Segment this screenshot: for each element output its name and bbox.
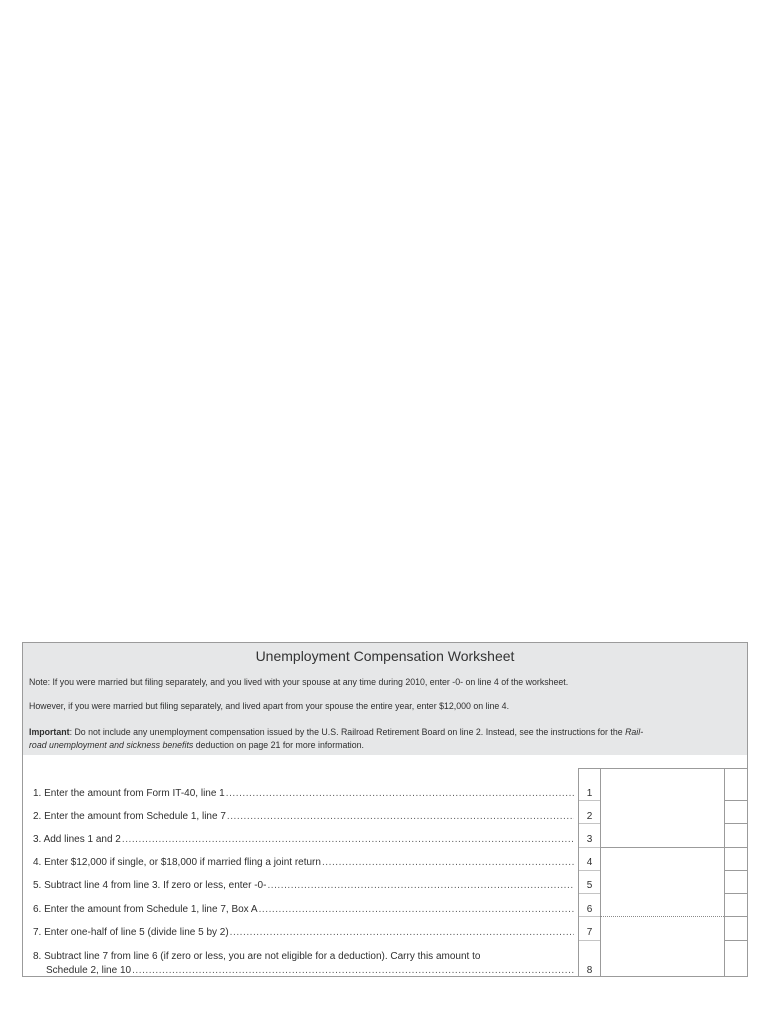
worksheet-line-1 xyxy=(33,787,574,801)
line-number-5: 5 xyxy=(586,880,593,891)
cents-field-line-4 xyxy=(724,870,747,871)
line-number-separator xyxy=(579,940,600,941)
line-2-label: 2. Enter the amount from Schedule 1, line 7 xyxy=(33,811,226,822)
line-number-1: 1 xyxy=(586,788,593,799)
dot-leader xyxy=(267,879,574,893)
important-text-1: : Do not include any unemployment compensation issued by the U.S. Railroad Retirement Board on line 2. Instead, see the instructions for the xyxy=(69,727,626,737)
line-4-label: 4. Enter $12,000 if single, or $18,000 if married fling a joint return xyxy=(33,857,321,868)
cents-field-line-5 xyxy=(724,893,747,894)
worksheet-line-4 xyxy=(33,856,574,870)
important-text-2: deduction on page 21 for more information. xyxy=(193,740,364,750)
worksheet-line-5 xyxy=(33,879,574,893)
amount-field-dotted-rule-line-6 xyxy=(600,916,724,917)
line-number-7: 7 xyxy=(586,927,593,938)
important-italic-2: road unemployment and sickness benefits xyxy=(29,740,194,750)
cents-field-line-1 xyxy=(724,800,747,801)
worksheet-title: Unemployment Compensation Worksheet xyxy=(255,648,515,664)
important-line-2 xyxy=(29,739,743,751)
line-6-label: 6. Enter the amount from Schedule 1, line 7, Box A xyxy=(33,904,258,915)
line-number-8: 8 xyxy=(586,965,593,976)
dot-leader xyxy=(226,787,574,801)
dot-leader xyxy=(230,926,574,940)
line-8-label-continued: Schedule 2, line 10 xyxy=(46,965,132,976)
cents-field-line-2 xyxy=(724,823,747,824)
dot-leader xyxy=(122,833,574,847)
worksheet-header xyxy=(23,643,747,755)
important-line-1 xyxy=(29,726,743,738)
line-number-6: 6 xyxy=(586,904,593,915)
cents-field-line-6 xyxy=(724,916,747,917)
important-italic-1: Rail- xyxy=(625,727,644,737)
line-number-separator xyxy=(579,893,600,894)
line-number-4: 4 xyxy=(586,857,593,868)
worksheet-line-8 xyxy=(33,950,574,964)
worksheet-line-8-continued xyxy=(46,964,574,978)
important-label: Important xyxy=(29,727,70,737)
worksheet-line-3 xyxy=(33,833,574,847)
line-7-label: 7. Enter one-half of line 5 (divide line 5 by 2) xyxy=(33,927,229,938)
dot-leader xyxy=(227,810,574,824)
worksheet-line-7 xyxy=(33,926,574,940)
note-text: Note: If you were married but filing separately, and you lived with your spouse at any time during 2010, enter -0- on line 4 of the worksheet. xyxy=(29,677,569,687)
worksheet-line-2 xyxy=(33,810,574,824)
line-number-3: 3 xyxy=(586,834,593,845)
line-5-label: 5. Subtract line 4 from line 3. If zero or less, enter -0- xyxy=(33,880,267,891)
line-8-label: 8. Subtract line 7 from line 6 (if zero or less, you are not eligible for a deduction). Carry this amount to xyxy=(33,951,481,962)
worksheet-line-6 xyxy=(33,903,574,917)
line-number-2: 2 xyxy=(586,811,593,822)
dot-leader xyxy=(322,856,574,870)
unemployment-compensation-worksheet xyxy=(22,642,748,977)
amount-field-rule-line-3 xyxy=(600,847,747,848)
line-number-separator xyxy=(579,870,600,871)
line-1-label: 1. Enter the amount from Form IT-40, line 1 xyxy=(33,788,225,799)
however-text: However, if you were married but filing separately, and lived apart from your spouse the entire year, enter $12,000 on line 4. xyxy=(29,701,510,711)
dot-leader xyxy=(132,964,574,978)
cents-field-line-7 xyxy=(724,940,747,941)
line-number-separator xyxy=(579,847,600,848)
line-3-label: 3. Add lines 1 and 2 xyxy=(33,834,121,845)
dot-leader xyxy=(259,903,574,917)
